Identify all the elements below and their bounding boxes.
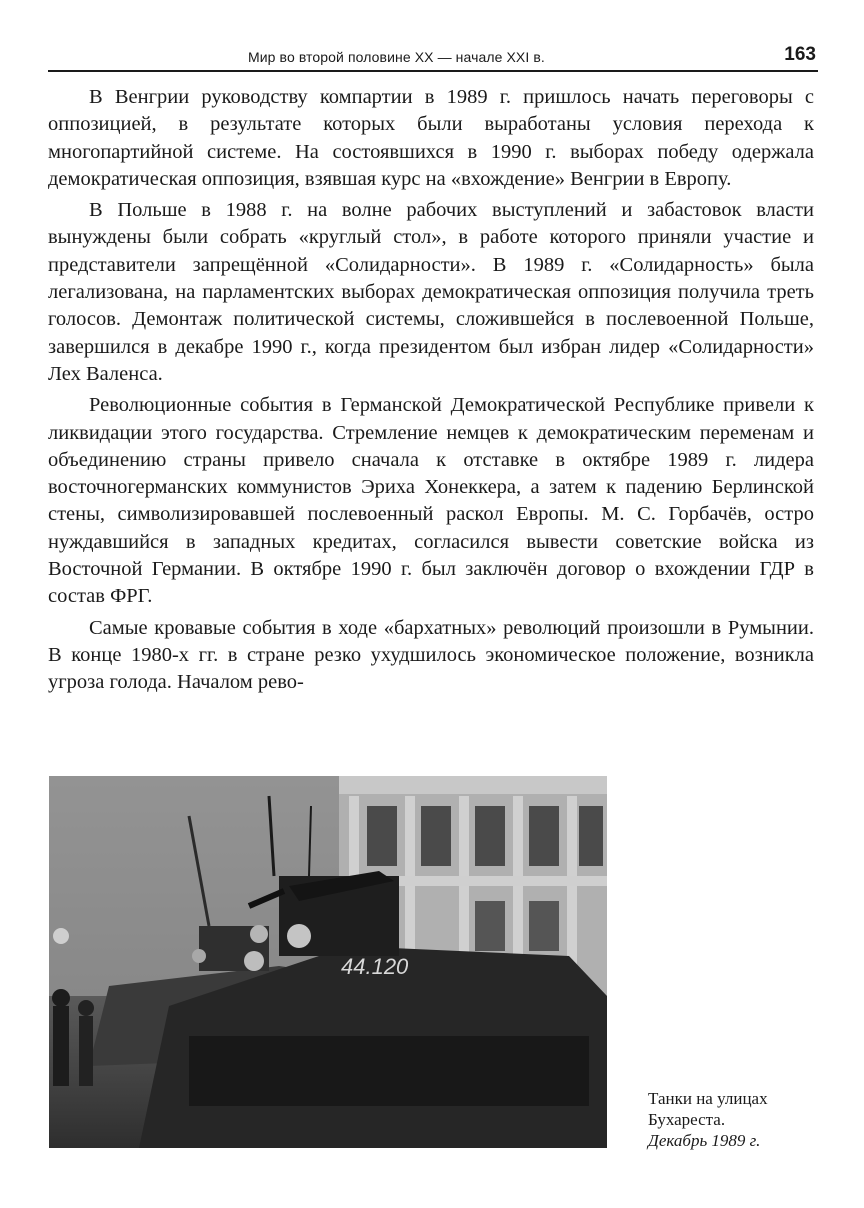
body-text — [48, 84, 814, 701]
photo-tanks-bucharest — [49, 776, 607, 1148]
caption-line-2: Бухареста. — [648, 1110, 726, 1129]
page-number: 163 — [784, 44, 816, 65]
paragraph-romania: Самые кровавые события в ходе «бархатных» революций произошли в Румынии. В конце 1980-х гг. в стране резко ухудшилось экономическое положение, возникла угроза голода. Началом рево- — [48, 616, 814, 694]
paragraph-gdr: Революционные события в Германской Демократической Республике привели к ликвидации этого государства. Стремление немцев к демократическим переменам и объединению страны привело сначала к отставке в октябре 1989 г. лидера восточногерманских коммунистов Эриха Хонеккера, а затем к падению Берлинской стены, символизировавшей послевоенный раскол Европы. М. С. Горбачёв, остро нуждавшийся в западных кредитах, согласился вывести советские войска из Восточной Германии. В октябре 1990 г. был заключён договор о вхождении ГДР в состав ФРГ. — [48, 394, 814, 608]
paragraph-poland: В Польше в 1988 г. на волне рабочих выступлений и забастовок власти вынуждены были собрать «круглый стол», в работе которого приняли участие и представители запрещённой «Солидарности». В 1989 г. «Солидарность» была легализована, на парламентских выборах демократическая оппозиция получила треть голосов. Демонтаж политической системы, сложившейся в послевоенной Польше, завершился в декабре 1990 г., когда президентом был избран лидер «Солидарности» Лех Валенса. — [48, 199, 814, 385]
caption-line-1: Танки на улицах — [648, 1089, 768, 1108]
tank-marking: 44.120 — [341, 954, 409, 979]
running-head — [48, 44, 818, 72]
running-title: Мир во второй половине XX — начале XXI в. — [248, 49, 545, 65]
caption-date: Декабрь 1989 г. — [648, 1131, 761, 1150]
photo-illustration — [49, 776, 607, 1148]
paragraph-hungary: В Венгрии руководству компартии в 1989 г. пришлось начать переговоры с оппозицией, в результате которых были выработаны условия перехода к многопартийной системе. На состоявшихся в 1990 г. выборах победу одержала демократическая оппозиция, взявшая курс на «вхождение» Венгрии в Европу. — [48, 86, 814, 190]
figure-caption — [648, 1088, 848, 1151]
